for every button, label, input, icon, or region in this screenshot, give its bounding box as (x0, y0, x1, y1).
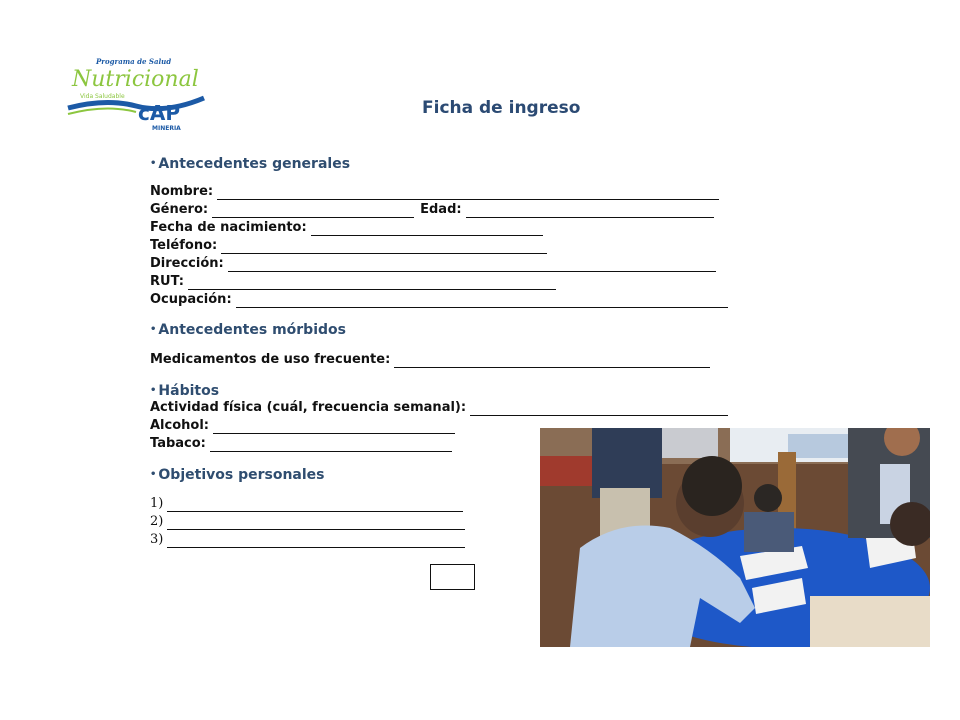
nombre-input-line[interactable] (217, 187, 719, 200)
tabaco-input-line[interactable] (210, 439, 452, 452)
objetivo-1-label: 1) (150, 496, 164, 511)
fecha-input-line[interactable] (311, 223, 543, 236)
bullet-icon: • (150, 158, 157, 169)
field-actividad (150, 400, 728, 416)
field-ocupacion-label: Ocupación: (150, 292, 232, 307)
ocupacion-input-line[interactable] (236, 295, 728, 308)
field-genero-edad (150, 202, 714, 218)
field-genero-label: Género: (150, 202, 209, 217)
field-alcohol (150, 418, 455, 434)
medicamentos-input-line[interactable] (394, 355, 710, 368)
field-direccion (150, 256, 716, 272)
objetivo-3-input-line[interactable] (167, 535, 465, 548)
logo-program-text: Programa de Salud (96, 57, 172, 66)
field-direccion-label: Dirección: (150, 256, 224, 271)
program-logo (66, 54, 210, 134)
logo-swoosh-icon-2 (68, 108, 136, 114)
field-medicamentos-label: Medicamentos de uso frecuente: (150, 352, 391, 367)
field-objetivo-2 (150, 514, 465, 530)
logo-org-text: cAP (138, 101, 180, 125)
field-actividad-label: Actividad física (cuál, frecuencia semanal): (150, 400, 467, 415)
field-telefono (150, 238, 547, 254)
objetivo-1-input-line[interactable] (167, 499, 463, 512)
objetivo-3-label: 3) (150, 532, 164, 547)
field-rut-label: RUT: (150, 274, 184, 289)
field-rut (150, 274, 556, 290)
edad-input-line[interactable] (466, 205, 714, 218)
objetivo-2-label: 2) (150, 514, 164, 529)
field-fecha-label: Fecha de nacimiento: (150, 220, 307, 235)
telefono-input-line[interactable] (221, 241, 547, 254)
field-ocupacion (150, 292, 728, 308)
field-fecha (150, 220, 543, 236)
field-telefono-label: Teléfono: (150, 238, 218, 253)
section-morbid-heading (150, 322, 346, 338)
field-alcohol-label: Alcohol: (150, 418, 209, 433)
section-general-label: Antecedentes generales (158, 156, 351, 172)
alcohol-input-line[interactable] (213, 421, 455, 434)
photo-people-filling-forms (540, 428, 930, 647)
section-general-heading (150, 156, 350, 172)
logo-brand-text: Nutricional (72, 67, 199, 92)
page-title: Ficha de ingreso (422, 98, 581, 118)
logo-org-sub: MINERIA (152, 125, 181, 132)
field-tabaco-label: Tabaco: (150, 436, 206, 451)
section-habits-heading (150, 383, 219, 399)
logo-tagline: Vida Saludable (80, 93, 125, 100)
section-goals-heading (150, 467, 324, 483)
bullet-icon: • (150, 324, 157, 335)
bullet-icon: • (150, 385, 157, 396)
field-objetivo-1 (150, 496, 463, 512)
actividad-input-line[interactable] (470, 403, 728, 416)
field-medicamentos (150, 352, 710, 368)
empty-box (430, 564, 475, 590)
objetivo-2-input-line[interactable] (167, 517, 465, 530)
field-tabaco (150, 436, 452, 452)
genero-input-line[interactable] (212, 205, 414, 218)
field-objetivo-3 (150, 532, 465, 548)
direccion-input-line[interactable] (228, 259, 716, 272)
section-goals-label: Objetivos personales (158, 467, 325, 483)
section-morbid-label: Antecedentes mórbidos (158, 322, 346, 338)
field-nombre (150, 184, 719, 200)
field-nombre-label: Nombre: (150, 184, 214, 199)
section-habits-label: Hábitos (158, 383, 220, 399)
bullet-icon: • (150, 469, 157, 480)
field-edad-label: Edad: (420, 202, 462, 217)
rut-input-line[interactable] (188, 277, 556, 290)
